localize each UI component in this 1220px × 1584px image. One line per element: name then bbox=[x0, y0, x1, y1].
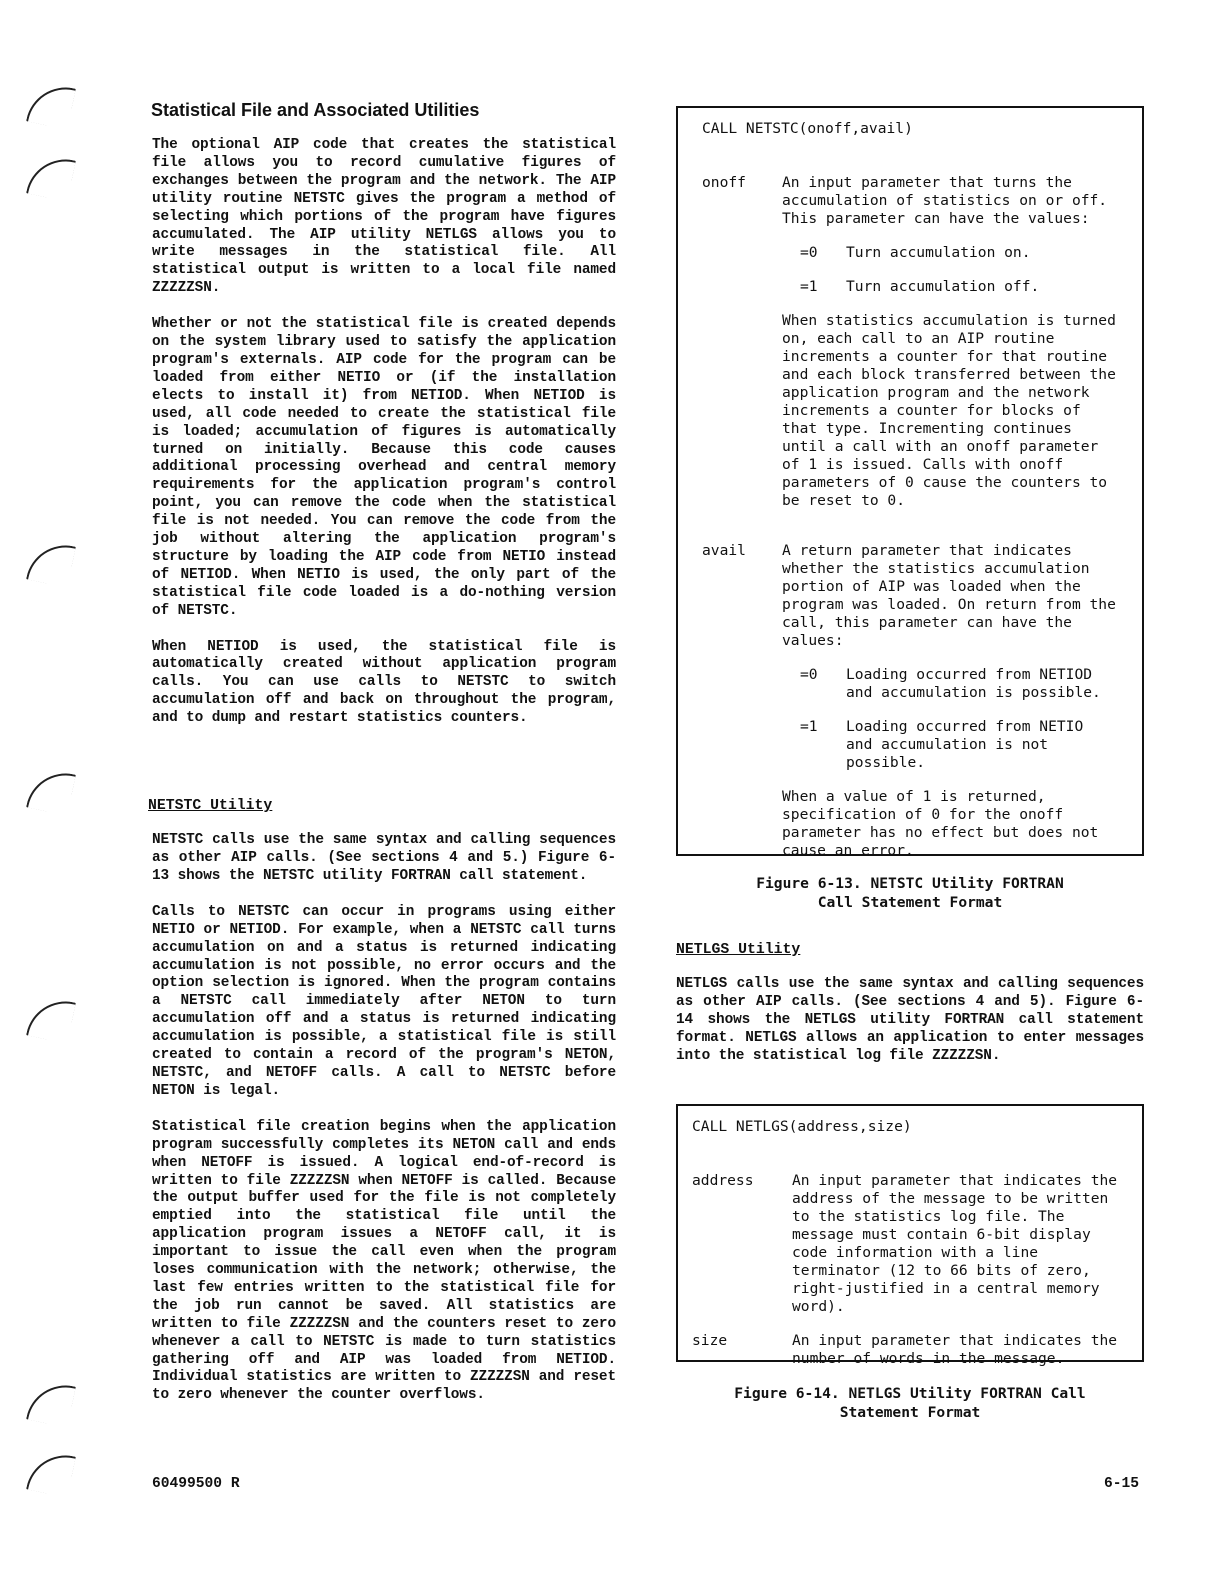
paragraph-netiod: Whether or not the statistical file is created depends on the system library used to satisfy the application program's externals. AIP code for the program can be loaded from either NETIO or (if the installation elects to install it) from NETIOD. When NETIOD is used, all code needed to create the statistical file is loaded; accumulation of figures is automatically turned on initially. Because this code causes additional processing overhead and central memory requirements for the application program's control point, you can remove the code when the statistical file is not needed. You can remove the code from the job without altering the application program's structure by loading the AIP code from NETIO instead of NETIOD. When NETIO is used, the only part of the statistical file code loaded is a do-nothing version of NETSTC. bbox=[152, 316, 616, 619]
param-value bbox=[800, 278, 1118, 296]
value-code: =1 bbox=[800, 718, 818, 735]
netlgs-call-statement: CALL NETLGS(address,size) bbox=[692, 1117, 912, 1135]
binder-hole-mark bbox=[26, 994, 76, 1044]
paragraph-netstc-calls: Calls to NETSTC can occur in programs using either NETIO or NETIOD. For example, when a NETSTC call turns accumulation on and a status is returned indicating accumulation is not possible, no error occurs and the option selection is ignored. When the program contains a NETSTC call immediately after NETON to turn accumulation off and a status is returned indicating accumulation is possible, a statistical file is still created to contain a record of the program's NETON, NETSTC, and NETOFF calls. A call to NETSTC before NETON is legal. bbox=[152, 903, 616, 1099]
section-heading: Statistical File and Associated Utilities bbox=[151, 100, 480, 120]
param-note: When a value of 1 is returned, specification of 0 for the onoff parameter has no effect but does not cause an error. bbox=[782, 788, 1099, 859]
netlgs-utility-heading: NETLGS Utility bbox=[676, 942, 801, 958]
left-column bbox=[148, 100, 616, 1423]
param-value bbox=[800, 718, 1118, 772]
param-description: An input parameter that indicates the number of words in the message. bbox=[792, 1331, 1118, 1367]
paragraph-auto-created: When NETIOD is used, the statistical file is automatically created without application program calls. You can use calls to NETSTC to switch accumulation off and back on throughout the program, and to dump and restart statistics counters. bbox=[152, 638, 616, 727]
param-desc-text: An input parameter that turns the accumulation of statistics on or off. This parameter can have the values: bbox=[782, 174, 1108, 227]
binder-hole-mark bbox=[26, 538, 76, 588]
value-text: Turn accumulation on. bbox=[846, 244, 1031, 261]
param-avail bbox=[702, 542, 1118, 860]
param-name: size bbox=[692, 1331, 728, 1349]
param-name: address bbox=[692, 1171, 754, 1189]
param-size bbox=[692, 1332, 1118, 1368]
param-note: When statistics accumulation is turned on, each call to an AIP routine increments a counter for that routine and each block transferred between the application program and the network increments a counter for blocks of that type. Incrementing continues until a call with an onoff parameter of 1 is issued. Calls with onoff parameters of 0 cause the counters to be reset to 0. bbox=[782, 312, 1116, 509]
value-code: =0 bbox=[800, 244, 818, 261]
figure-6-13-caption bbox=[676, 874, 1144, 912]
caption-line: Figure 6-14. NETLGS Utility FORTRAN Call bbox=[734, 1384, 1086, 1402]
netstc-utility-heading: NETSTC Utility bbox=[148, 798, 273, 815]
param-description bbox=[782, 542, 1118, 860]
value-text: Loading occurred from NETIOD and accumulation is possible. bbox=[846, 666, 1101, 701]
param-name: avail bbox=[702, 542, 746, 559]
binder-hole-mark bbox=[26, 766, 76, 816]
param-name: onoff bbox=[702, 174, 746, 191]
caption-line: Call Statement Format bbox=[817, 894, 1003, 911]
param-address bbox=[692, 1172, 1118, 1316]
figure-6-14-caption bbox=[676, 1384, 1144, 1422]
value-code: =1 bbox=[800, 278, 818, 295]
caption-line: Statement Format bbox=[839, 1403, 981, 1421]
binder-hole-mark bbox=[26, 152, 76, 202]
paragraph-file-creation: Statistical file creation begins when the application program successfully completes its NETON call and ends when NETOFF is issued. A logical end-of-record is written to file ZZZZZSN when NETOFF is called. Because the output buffer used for the file is not completely emptied into the statistical file until the application program issues a NETOFF call, it is important to issue the call even when the program loses communication with the network; otherwise, the last few entries written to the statistical file for the job run cannot be saved. All statistics are written to file ZZZZZSN and the counters reset to zero whenever a call to NETSTC is made to turn statistics gathering off and AIP was loaded from NETIOD. Individual statistics are written to ZZZZZSN and reset to zero whenever the counter overflows. bbox=[152, 1118, 616, 1404]
param-value bbox=[800, 244, 1118, 262]
param-value bbox=[800, 666, 1118, 702]
value-code: =0 bbox=[800, 666, 818, 683]
param-onoff bbox=[702, 174, 1118, 526]
netstc-call-statement: CALL NETSTC(onoff,avail) bbox=[702, 120, 913, 137]
value-text: Turn accumulation off. bbox=[846, 278, 1040, 295]
paragraph-intro: The optional AIP code that creates the statistical file allows you to record cumulative figures of exchanges between the program and the network. The AIP utility routine NETSTC gives the program a method of selecting which portions of the program have figures accumulated. The AIP utility NETLGS allows you to write messages in the statistical file. All statistical output is written to a local file named ZZZZZSN. bbox=[152, 137, 616, 297]
document-number: 60499500 R bbox=[152, 1476, 240, 1492]
binder-hole-mark bbox=[26, 80, 76, 130]
caption-line: Figure 6-13. NETSTC Utility FORTRAN bbox=[756, 875, 1064, 892]
netstc-call-box bbox=[676, 106, 1144, 859]
paragraph-netstc-syntax: NETSTC calls use the same syntax and calling sequences as other AIP calls. (See sections 4 and 5.) Figure 6-13 shows the NETSTC utility FORTRAN call statement. bbox=[152, 832, 616, 884]
param-description: An input parameter that indicates the address of the message to be written to the statistics log file. The message must contain 6-bit display code information with a line terminator (12 to 66 bits of zero, right-justified in a central memory word). bbox=[792, 1171, 1118, 1315]
param-desc-text: A return parameter that indicates whether the statistics accumulation portion of AIP was loaded when the program was loaded. On return from the call, this parameter can have the values: bbox=[782, 542, 1116, 649]
param-description bbox=[782, 174, 1118, 526]
page-number: 6-15 bbox=[1104, 1476, 1140, 1492]
netlgs-call-box bbox=[676, 1104, 1144, 1367]
value-text: Loading occurred from NETIO and accumulation is not possible. bbox=[846, 718, 1084, 771]
binder-hole-mark bbox=[26, 1378, 76, 1428]
right-column bbox=[676, 100, 1144, 1422]
paragraph-netlgs-syntax: NETLGS calls use the same syntax and calling sequences as other AIP calls. (See sections 4 and 5). Figure 6-14 shows the NETLGS utility FORTRAN call statement format. NETLGS allows an application to enter messages into the statistical log file ZZZZZSN. bbox=[676, 976, 1144, 1064]
binder-hole-mark bbox=[26, 1448, 76, 1498]
